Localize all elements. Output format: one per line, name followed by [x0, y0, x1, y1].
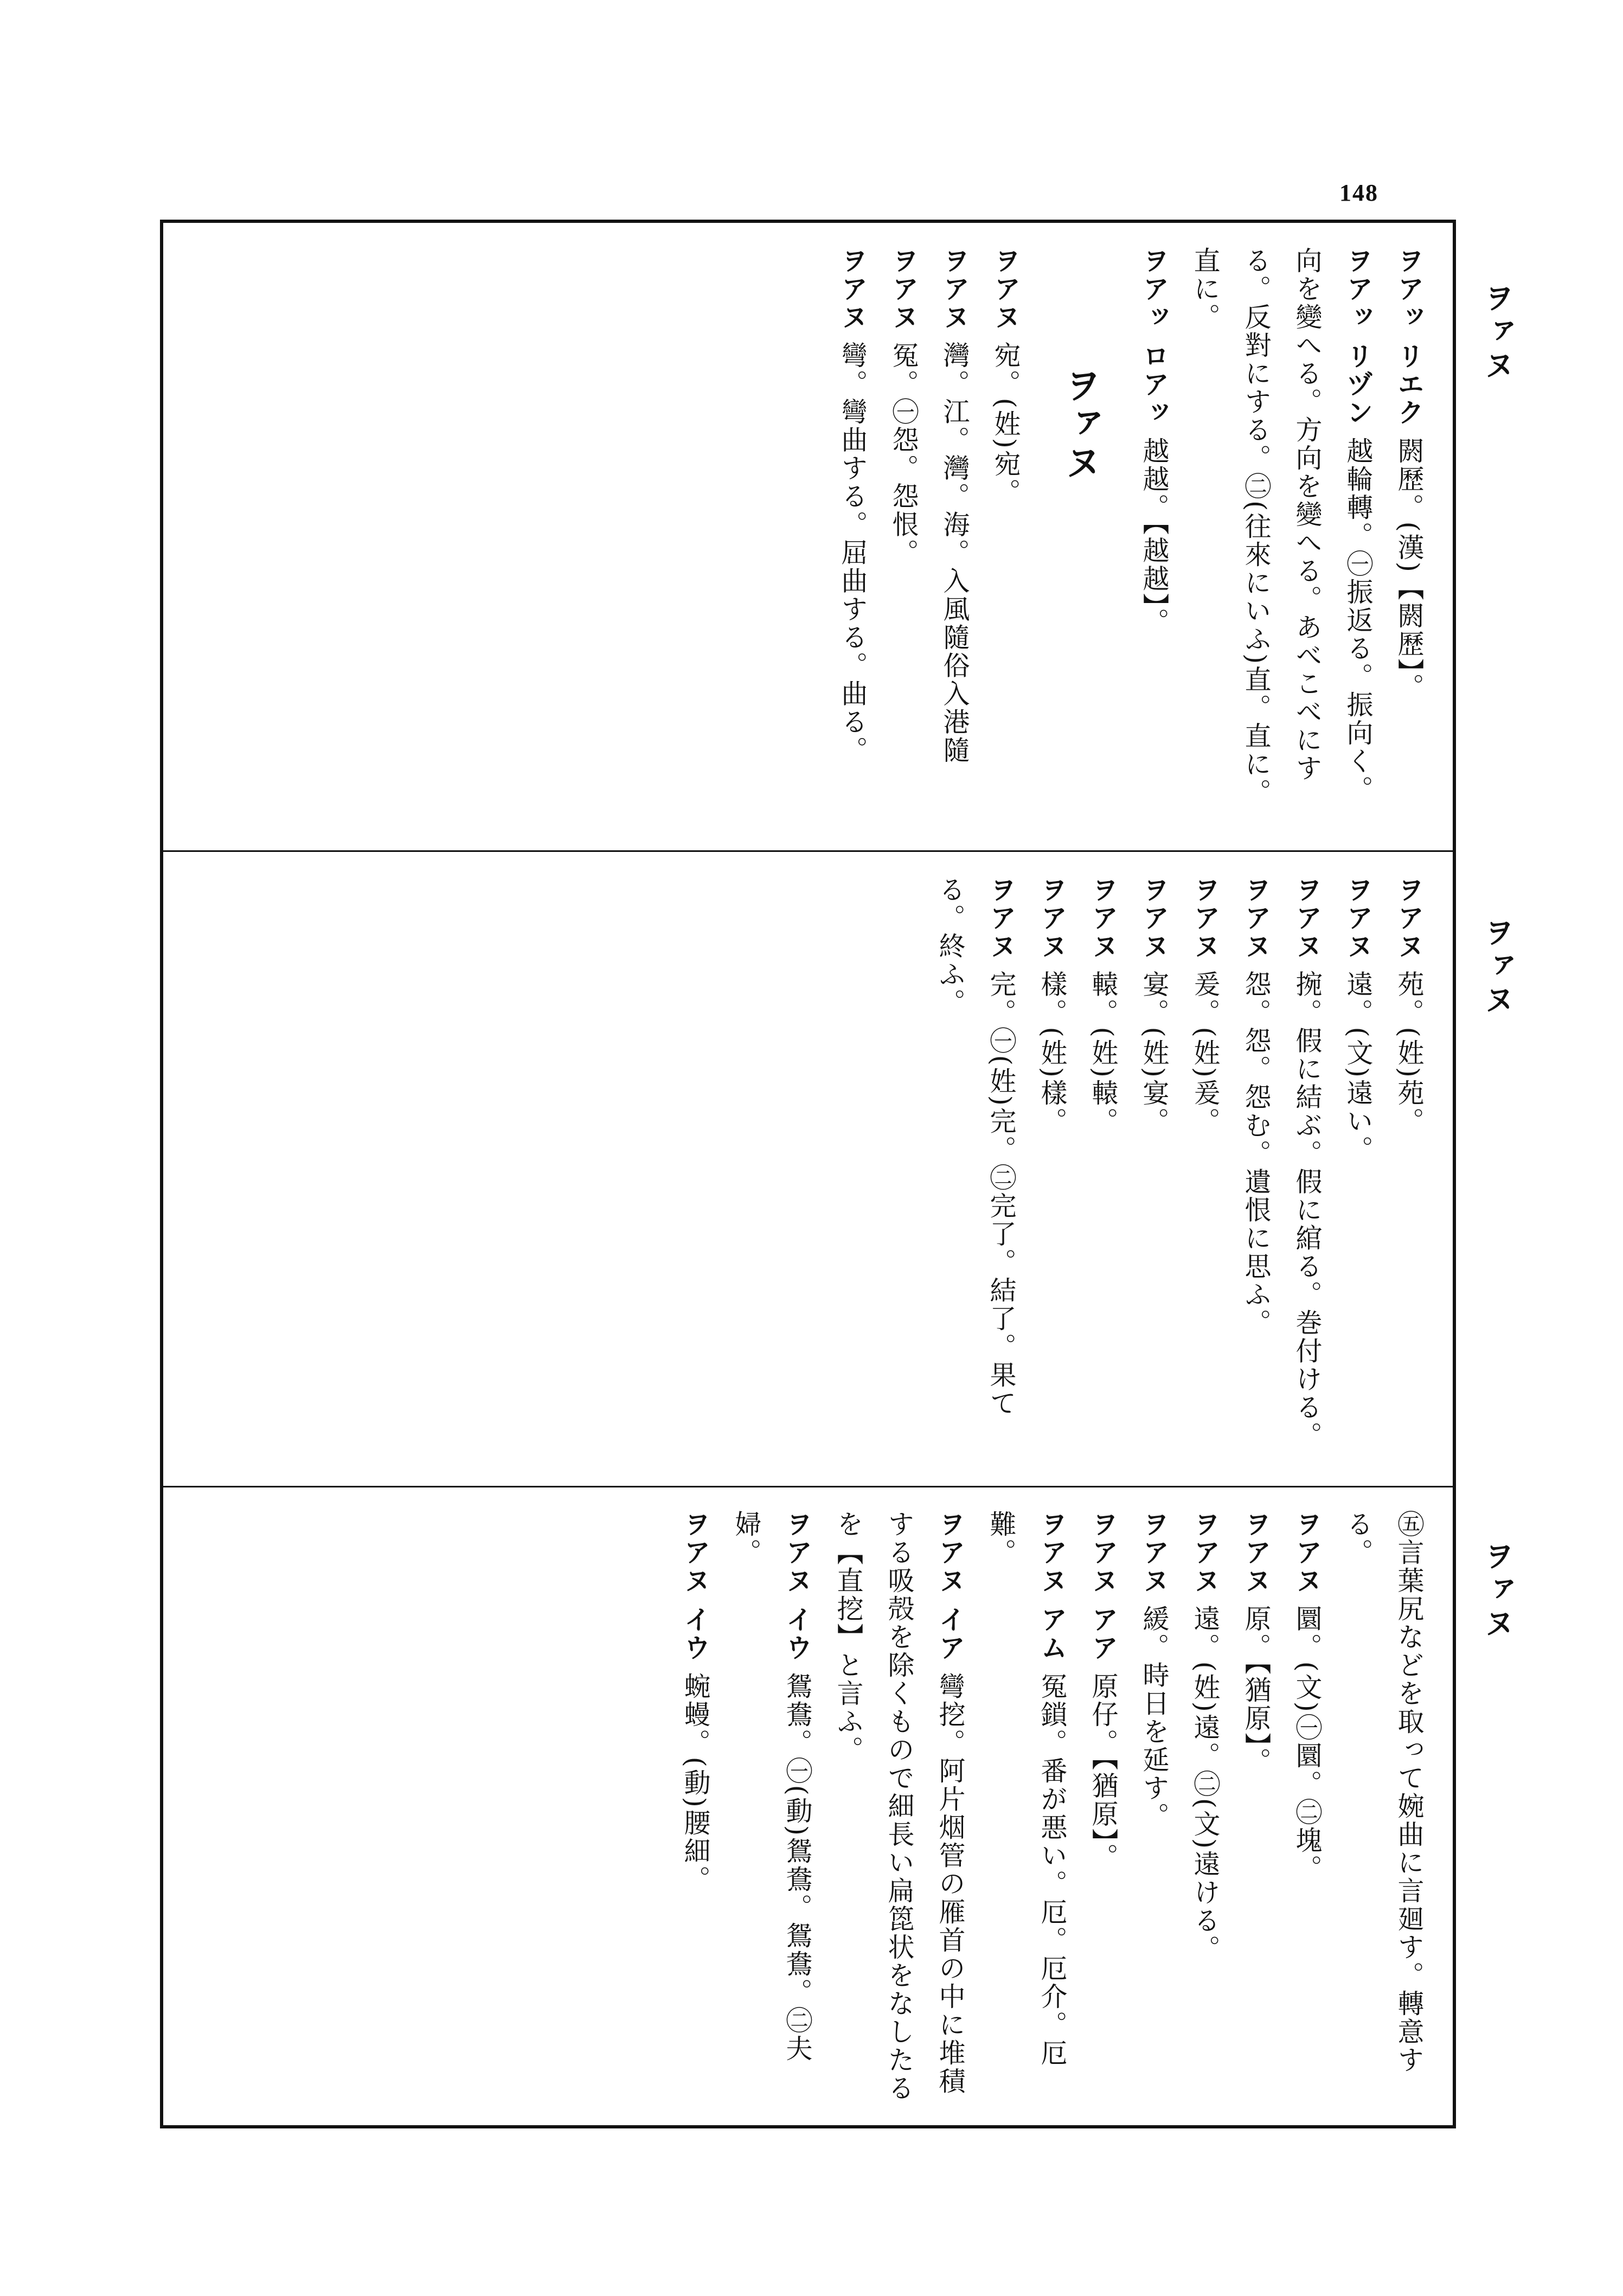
entry-headword: ヲアヌ イウ	[782, 1510, 813, 1663]
entry-headword: ヲアヌ	[888, 247, 919, 331]
dictionary-section-top	[187, 247, 1434, 830]
entry-definition: 轅。(姓)轅。	[1088, 970, 1119, 1136]
dictionary-entry	[1128, 1510, 1179, 2107]
dictionary-entry	[1179, 1510, 1230, 2107]
entry-headword: ヲアヌ	[1139, 1510, 1170, 1595]
entry-headword: ヲアヌ イウ	[680, 1510, 711, 1663]
entry-definition: 冤鎖。番が悪い。厄。厄介。厄難。	[986, 1510, 1068, 2067]
entry-headword: ヲアヌ	[986, 876, 1017, 960]
entry-definition: 完。㊀(姓)完。㊁完了。結了。果てる。終ふ。	[935, 876, 1017, 1418]
entry-headword: ヲアヌ	[1394, 876, 1425, 960]
entry-definition: 苑。(姓)苑。	[1394, 970, 1425, 1136]
entry-definition: 怨。怨。怨む。遺恨に思ふ。	[1241, 970, 1272, 1337]
entry-definition: ㊄言葉尻などを取って婉曲に言廻す。轉意する。	[1343, 1510, 1425, 2074]
dictionary-entry	[1230, 1510, 1281, 2107]
entry-definition: 樣。(姓)樣。	[1037, 970, 1068, 1136]
running-head: ヲァヌ	[1479, 916, 1515, 1017]
section-heading: ヲァヌ	[1059, 366, 1101, 482]
section-divider	[160, 1486, 1456, 1487]
dictionary-entry	[976, 1510, 1077, 2107]
entry-headword: ヲアッ ロアッ	[1139, 247, 1170, 427]
dictionary-entry	[878, 247, 929, 830]
entry-definition: 彎挖。阿片烟管の雁首の中に堆積する吸殻を除くもので細長い扁箆状をなしたるを【直挖】と言ふ。	[833, 1510, 966, 2102]
entry-headword: ヲアヌ	[1241, 876, 1272, 960]
entry-definition: 蜿蟃。(動)腰細。	[680, 1672, 711, 1894]
entry-headword: ヲアヌ アア	[1088, 1510, 1119, 1663]
entry-definition: 閼歷。(漢)【閼歷】。	[1394, 437, 1425, 702]
dictionary-entry	[1332, 1510, 1434, 2107]
entry-definition: 遠。(姓)遠。㊁(文)遠ける。	[1190, 1605, 1221, 1964]
dictionary-entry	[1383, 876, 1434, 1464]
dictionary-entry	[1077, 876, 1128, 1464]
dictionary-entry	[1128, 876, 1179, 1464]
dictionary-entry	[1128, 247, 1179, 830]
entry-headword: ヲアヌ	[1292, 1510, 1323, 1595]
entry-definition: 緩。時日を延す。	[1139, 1605, 1170, 1831]
entry-headword: ヲアッ リエク	[1394, 247, 1425, 427]
dictionary-section-bottom	[187, 1510, 1434, 2107]
dictionary-entry	[1281, 876, 1332, 1464]
entry-definition: 圜。(文)㊀圜。㊁塊。	[1292, 1605, 1323, 1883]
dictionary-entry	[823, 1510, 976, 2107]
entry-headword: ヲアヌ	[1190, 1510, 1221, 1595]
entry-headword: ヲアヌ	[837, 247, 868, 331]
entry-headword: ヲアヌ	[1241, 1510, 1272, 1595]
entry-definition: 冤。㊀怨。怨恨。	[888, 341, 919, 567]
entry-definition: 宛。(姓)宛。	[990, 341, 1021, 506]
dictionary-entry	[1027, 876, 1077, 1464]
entry-headword: ヲアヌ	[1088, 876, 1119, 960]
running-head: ヲァヌ	[1479, 1540, 1515, 1641]
entry-definition: 越輪轉。㊀振返る。振向く。向を變へる。方向を變へる。あべこべにする。反對にする。㊁(往來にいふ)直。直に。直に。	[1190, 247, 1374, 807]
dictionary-entry	[925, 876, 1027, 1464]
entry-headword: ヲアッ リヅン	[1343, 247, 1374, 427]
entry-definition: 灣。江。灣。海。入風隨俗入港隨	[939, 341, 970, 765]
page-number: 148	[1339, 179, 1378, 206]
entry-headword: ヲアヌ	[1292, 876, 1323, 960]
section-divider	[160, 850, 1456, 852]
dictionary-entry	[1179, 876, 1230, 1464]
entry-definition: 宴。(姓)宴。	[1139, 970, 1170, 1136]
dictionary-entry	[1281, 1510, 1332, 2107]
entry-definition: 爰。(姓)爰。	[1190, 970, 1221, 1136]
running-head: ヲァヌ	[1479, 282, 1515, 383]
dictionary-entry	[980, 247, 1031, 830]
entry-headword: ヲアヌ イア	[935, 1510, 966, 1663]
entry-definition: 遠。(文)遠い。	[1343, 970, 1374, 1164]
dictionary-entry	[1230, 876, 1281, 1464]
entry-definition: 彎。彎曲する。屈曲する。曲る。	[837, 341, 868, 765]
entry-headword: ヲアヌ	[1139, 876, 1170, 960]
entry-headword: ヲアヌ	[990, 247, 1021, 331]
dictionary-entry	[1179, 247, 1383, 830]
entry-headword: ヲアヌ	[1343, 876, 1374, 960]
entry-definition: 越越。【越越】。	[1139, 437, 1170, 636]
entry-headword: ヲアヌ	[1037, 876, 1068, 960]
dictionary-section-middle	[187, 876, 1434, 1464]
entry-headword: ヲアヌ	[939, 247, 970, 331]
dictionary-entry	[1332, 876, 1383, 1464]
entry-headword: ヲアヌ アム	[1037, 1510, 1068, 1663]
entry-definition: 鴛鴦。㊀(動)鴛鴦。鴛鴦。㊁夫婦。	[731, 1510, 813, 2063]
dictionary-entry	[827, 247, 878, 830]
dictionary-entry	[721, 1510, 823, 2107]
entry-definition: 原仔。【猶原】。	[1088, 1672, 1119, 1871]
dictionary-entry	[929, 247, 980, 830]
dictionary-entry	[670, 1510, 721, 2107]
dictionary-entry	[1383, 247, 1434, 830]
entry-definition: 捥。假に結ぶ。假に綰る。巻付ける。	[1292, 970, 1323, 1450]
dictionary-entry	[1077, 1510, 1128, 2107]
entry-definition: 原。【猶原】。	[1241, 1605, 1272, 1776]
entry-headword: ヲアヌ	[1190, 876, 1221, 960]
